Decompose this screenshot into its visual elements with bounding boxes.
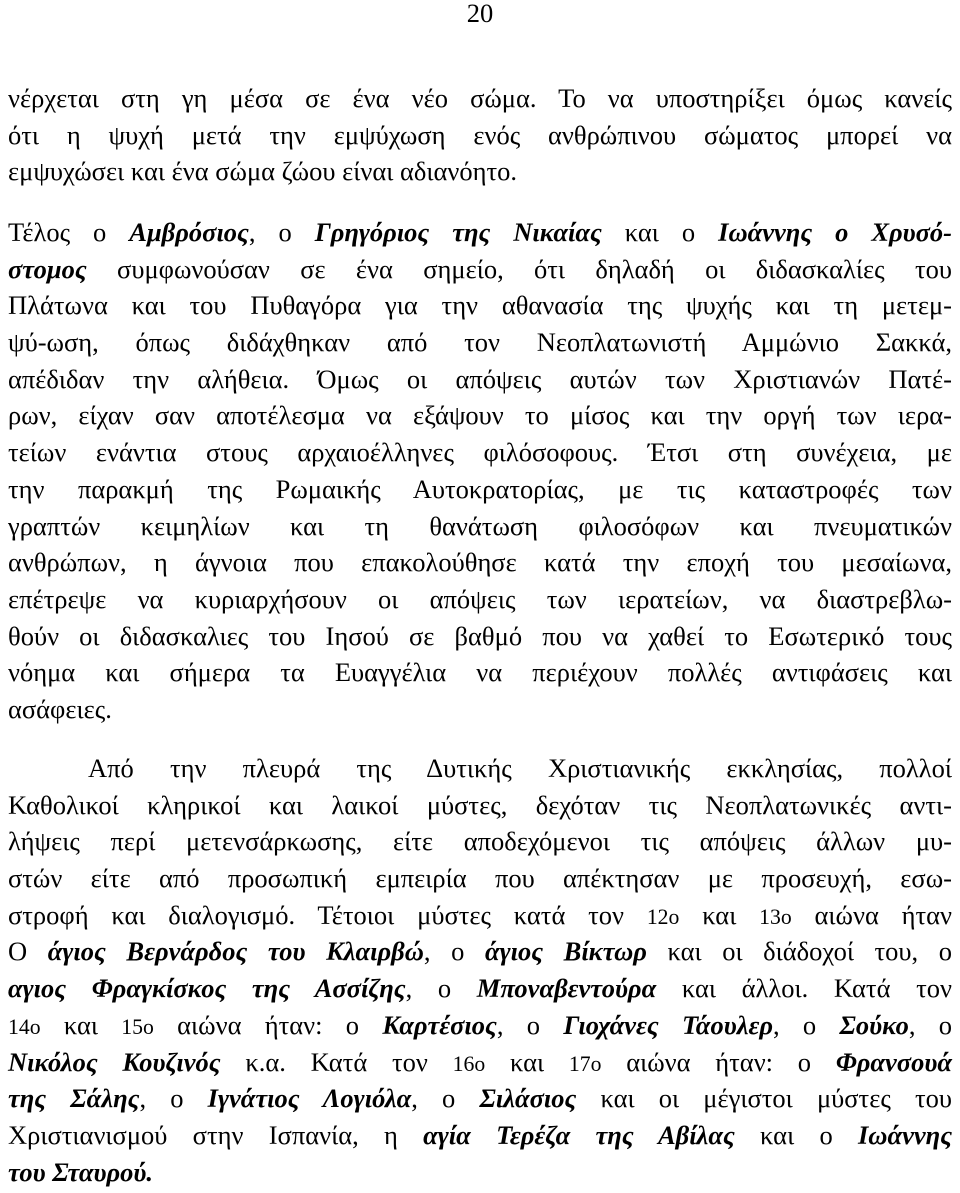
line-content <box>8 933 952 970</box>
text-run: αιώνα ήταν: ο <box>601 1046 836 1077</box>
text-line <box>8 1044 952 1081</box>
text-line <box>8 117 952 154</box>
text-line <box>8 1154 952 1191</box>
line-content <box>8 897 952 936</box>
line-content <box>8 287 952 324</box>
line-content <box>8 823 952 860</box>
text-run: και οι μέγιστοι μύστες του <box>576 1083 952 1114</box>
text-run: , ο <box>423 936 485 967</box>
person-name: Μποναβεντούρα <box>476 973 657 1004</box>
person-name: αγιος Φραγκίσκος της Ασσίζης <box>8 973 406 1004</box>
text-line <box>8 471 952 508</box>
paragraph <box>8 80 952 190</box>
text-run: και <box>485 1046 569 1077</box>
person-name: Ιγνάτιος Λογιόλα <box>207 1083 412 1114</box>
text-run: Χριστιανισμού στην Ισπανία, η <box>8 1119 424 1150</box>
line-content <box>8 1117 952 1154</box>
text-run: ρων, είχαν σαν αποτέλεσμα να εξάψουν το μίσος και την οργή των ιερα- <box>8 400 952 431</box>
text-line <box>8 214 952 251</box>
text-line <box>8 397 952 434</box>
text-run: ασάφειες. <box>8 693 112 724</box>
text-run: λήψεις περί μετενσάρκωσης, είτε αποδεχόμενοι τις απόψεις άλλων μυ- <box>8 826 952 857</box>
text-line <box>8 361 952 398</box>
text-run: , ο <box>248 217 315 247</box>
text-run: τείων ενάντια στους αρχαιοέλληνες φιλόσοφους. Έτσι στη συνέχεια, με <box>8 437 952 468</box>
line-content <box>8 691 112 728</box>
line-content <box>8 1154 153 1191</box>
text-line <box>8 618 952 655</box>
text-line <box>8 1007 952 1044</box>
line-content <box>8 324 952 361</box>
line-content <box>8 153 517 190</box>
text-run: στροφή και διαλογισμό. Τέτοιοι μύστες κατά τον <box>8 899 647 930</box>
text-line <box>8 787 952 824</box>
person-name: Αμβρόσιος <box>129 217 249 247</box>
line-content <box>8 544 952 581</box>
person-name: Νικόλος Κουζινός <box>8 1046 221 1077</box>
text-run: και <box>40 1009 122 1040</box>
line-content <box>8 397 952 434</box>
text-line <box>8 970 952 1007</box>
line-content <box>8 361 952 398</box>
text-run: και ο <box>601 217 719 247</box>
text-run: ανθρώπων, η άγνοια που επακολούθησε κατά την εποχή του μεσαίωνα, <box>8 547 952 578</box>
person-name: αγία Τερέζα της Αβίλας <box>423 1119 735 1150</box>
text-line <box>8 434 952 471</box>
text-run: , ο <box>139 1083 208 1114</box>
person-name: Καρτέσιος <box>382 1009 497 1040</box>
line-content <box>8 508 952 545</box>
person-name: Ιωάννης ο Χρυσό- <box>718 217 952 247</box>
text-line <box>8 691 952 728</box>
line-content <box>8 618 952 655</box>
paragraph <box>8 214 952 728</box>
text-run: και άλλοι. Κατά τον <box>656 973 952 1004</box>
text-line <box>8 860 952 897</box>
person-name: Γιοχάνες Τάουλερ <box>563 1009 773 1040</box>
text-run: , ο <box>772 1009 840 1040</box>
text-line <box>8 1080 952 1117</box>
text-run: την παρακμή της Ρωμαικής Αυτοκρατορίας, με τις καταστροφές των <box>8 473 952 504</box>
line-content <box>8 214 952 251</box>
century-numeral: 14ο <box>8 1014 41 1039</box>
text-run: , ο <box>908 1009 953 1040</box>
century-numeral: 15ο <box>121 1014 154 1039</box>
line-content <box>8 1007 952 1046</box>
text-run: γραπτών κειμηλίων και τη θανάτωση φιλοσόφων και πνευματικών <box>8 510 952 541</box>
text-run: συμφωνούσαν σε ένα σημείο, ότι δηλαδή οι διδασκαλίες του <box>86 253 952 284</box>
person-name: άγιος Βίκτωρ <box>484 936 647 967</box>
text-line <box>8 251 952 288</box>
text-run: θούν οι διδασκαλιες του Ιησού σε βαθμό που να χαθεί το Εσωτερικό τους <box>8 620 952 651</box>
text-run: , ο <box>411 1083 480 1114</box>
text-line <box>8 654 952 691</box>
person-name: Φρανσουά <box>835 1046 952 1077</box>
paragraph <box>8 750 952 1190</box>
person-name: Σούκο <box>839 1009 909 1040</box>
text-line <box>8 897 952 934</box>
line-content <box>8 860 952 897</box>
text-run: Ο <box>8 936 48 967</box>
text-run: και ο <box>734 1119 858 1150</box>
line-content <box>8 581 952 618</box>
century-numeral: 17ο <box>568 1051 602 1076</box>
line-content <box>8 1080 952 1117</box>
text-run: επέτρεψε να κυριαρχήσουν οι απόψεις των ιερατείων, να διαστρεβλω- <box>8 583 952 614</box>
line-content <box>8 434 952 471</box>
text-run: νέρχεται στη γη μέσα σε ένα νέο σώμα. Το να υποστηρίξει όμως κανείς <box>8 83 952 113</box>
line-content <box>8 80 952 117</box>
line-content <box>8 471 952 508</box>
text-run: , ο <box>405 973 477 1004</box>
person-name: της Σάλης <box>8 1083 140 1114</box>
text-run: ψύ-ωση, όπως διδάχθηκαν από τον Νεοπλατωνιστή Αμμώνιο Σακκά, <box>8 327 952 358</box>
text-line <box>8 750 952 787</box>
text-run: Καθολικοί κληρικοί και λαικοί μύστες, δεχόταν τις Νεοπλατωνικές αντι- <box>8 789 952 820</box>
text-line <box>8 823 952 860</box>
text-run: αιώνα ήταν: ο <box>153 1009 383 1040</box>
text-run: ότι η ψυχή μετά την εμψύχωση ενός ανθρώπινου σώματος μπορεί να <box>8 119 952 150</box>
text-line <box>8 153 952 190</box>
person-name: του Σταυρού. <box>8 1156 154 1187</box>
page-number: 20 <box>466 0 494 28</box>
text-run: , ο <box>496 1009 564 1040</box>
person-name: Γρηγόριος της Νικαίας <box>314 217 602 247</box>
text-run: κ.α. Κατά τον <box>220 1046 453 1077</box>
text-line <box>8 80 952 117</box>
text-run: νόημα και σήμερα τα Ευαγγέλια να περιέχουν πολλές αντιφάσεις και <box>8 657 952 688</box>
line-content <box>8 970 952 1007</box>
person-name: άγιος Βερνάρδος του Κλαιρβώ <box>47 936 424 967</box>
person-name: Σιλάσιος <box>479 1083 577 1114</box>
text-run: απέδιδαν την αλήθεια. Όμως οι απόψεις αυτών των Χριστιανών Πατέ- <box>8 363 952 394</box>
text-line <box>8 544 952 581</box>
text-run: Τέλος ο <box>8 217 130 247</box>
text-line <box>8 1117 952 1154</box>
text-line <box>8 933 952 970</box>
line-content <box>8 787 952 824</box>
text-run: και <box>679 899 760 930</box>
text-line <box>8 287 952 324</box>
line-content <box>8 251 952 288</box>
line-content <box>88 750 952 787</box>
person-name: στομος <box>8 253 87 284</box>
text-run: στών είτε από προσωπική εμπειρία που απέκτησαν με προσευχή, εσω- <box>8 863 952 894</box>
text-line <box>8 324 952 361</box>
text-run: Από την πλευρά της Δυτικής Χριστιανικής εκκλησίας, πολλοί <box>88 753 952 783</box>
century-numeral: 12ο <box>646 904 680 929</box>
text-run: εμψυχώσει και ένα σώμα ζώου είναι αδιανόητο. <box>8 156 517 187</box>
line-content <box>8 654 952 691</box>
century-numeral: 16ο <box>452 1051 486 1076</box>
text-run: Πλάτωνα και του Πυθαγόρα για την αθανασία της ψυχής και τη μετεμ- <box>8 290 952 321</box>
century-numeral: 13ο <box>759 904 792 929</box>
person-name: Ιωάννης <box>857 1119 953 1150</box>
text-run: αιώνα ήταν <box>791 899 952 930</box>
text-line <box>8 508 952 545</box>
line-content <box>8 1044 952 1083</box>
text-line <box>8 581 952 618</box>
line-content <box>8 117 952 154</box>
text-run: και οι διάδοχοί του, ο <box>646 936 952 967</box>
